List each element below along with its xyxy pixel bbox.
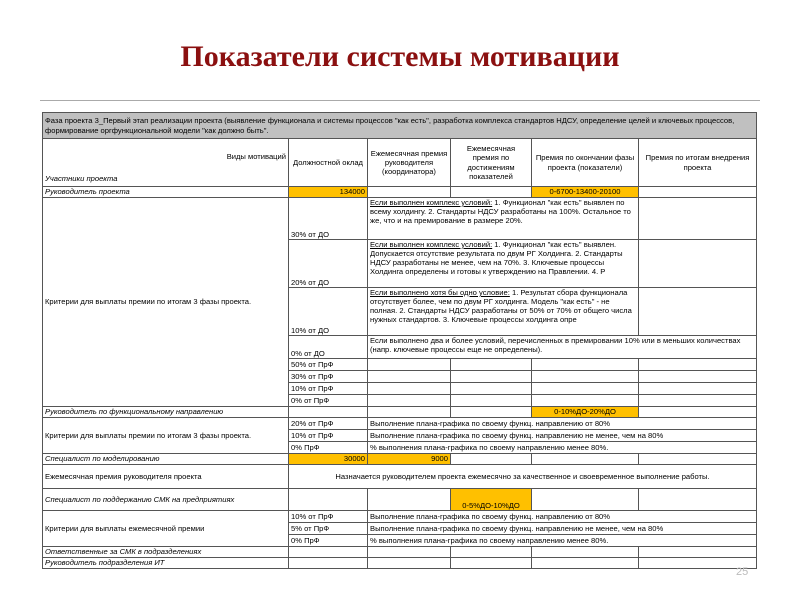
monthly-pm-text: Назначается руководителем проекта ежемесячно за качественное и своевременное выполнение работы. [289,465,757,489]
criteria-pct: 20% от ПрФ [289,418,368,430]
criteria-text: Выполнение плана-графика по своему функц. направлению от 80% [368,511,757,523]
criteria-text: Если выполнен комплекс условий: 1. Функционал "как есть" выявлен. Допускается отсутствие результата по двум РГ Холдинга. 2. Стандарты НДСУ разработаны не менее, чем на 70%. 3. Ключевые процессы Холдинга определены и готовы к утверждению на Правлении. 4. Р [368,240,639,288]
row-label: Критерии для выплаты премии по итогам 3 фазы проекта. [43,418,289,454]
criteria-text: % выполнения плана-графика по своему направлению менее 80%. [368,535,757,547]
table-row [43,187,757,198]
col-monthly: Ежемесячная премия руководителя (координатора) [368,139,451,187]
page-title: Показатели системы мотивации [180,40,620,73]
row-label: Критерии для выплаты премии по итогам 3 фазы проекта. [43,198,289,407]
criteria-pct: 5% от ПрФ [289,523,368,535]
table-row [43,547,757,558]
table-row [43,489,757,511]
col-salary: Должностной оклад [289,139,368,187]
criteria-text: Если выполнено два и более условий, перечисленных в премировании 10% или в меньших количествах (напр. ключевые процессы еще не определены). [368,336,757,359]
criteria-pct: 0% ПрФ [289,442,368,454]
header-corner [43,139,289,187]
table-row [43,454,757,465]
criteria-text: Если выполнен комплекс условий: 1. Функционал "как есть" выявлен по всему холдингу. 2. Стандарты НДСУ разработаны на 100%. Остальное то же, что и на премирование в размере 20%. [368,198,639,240]
criteria-pct: 10% от ПрФ [289,511,368,523]
table-row [43,407,757,418]
col-implementation: Премия по итогам внедрения проекта [639,139,757,187]
monthly-value: 9000 [368,454,451,465]
criteria-pct: 20% от ДО [289,240,368,288]
row-label: Ежемесячная премия руководителя проекта [43,465,289,489]
col-phase-end: Премия по окончании фазы проекта (показатели) [532,139,639,187]
criteria-pct: 0% от ДО [289,336,368,359]
col-kpi: Ежемесячная премия по достижениям показателей [451,139,532,187]
salary-value: 134000 [289,187,368,198]
col-types: Виды мотиваций [226,151,286,161]
criteria-pct: 30% от ДО [289,198,368,240]
criteria-text: Если выполнено хотя бы одно условие: 1. Результат сбора функционала отсутствует более, чем по двум РГ холдинга. Модель "как есть" - не полная. 2. Стандарты НДСУ разработаны от 50% от 70% от общего числа нужных стандартов. 3. Ключевые процессы холдинга опре [368,288,639,336]
criteria-pct: 10% от ПрФ [289,430,368,442]
criteria-pct: 10% от ДО [289,288,368,336]
title-divider [40,100,760,101]
table-row [43,558,757,569]
criteria-text: Выполнение плана-графика по своему функц. направлению от 80% [368,418,757,430]
table-row [43,113,757,139]
row-label: Руководитель подразделения ИТ [43,558,289,569]
criteria-pct: 0% от ПрФ [289,395,368,407]
phase-end-value: 0-10%ДО-20%ДО [532,407,639,418]
criteria-text: Выполнение плана-графика по своему функц. направлению не менее, чем на 80% [368,430,757,442]
page-number: 25 [736,566,749,578]
row-label: Специалист по моделированию [43,454,289,465]
table-row [43,465,757,489]
table-row [43,511,757,523]
motivation-table [42,112,757,569]
criteria-pct: 30% от ПрФ [289,371,368,383]
criteria-pct: 50% от ПрФ [289,359,368,371]
phase-header: Фаза проекта 3_Первый этап реализации проекта (выявление функционала и системы процессов "как есть", разработка комплекса стандартов НДСУ, определение целей и ключевых процессов, формирование оргфункциональной модели "как должно быть". [43,113,757,139]
row-label: Руководитель по функциональному направлению [43,407,289,418]
table-row [43,139,757,187]
table-row [43,418,757,430]
table-row [43,198,757,240]
row-label: Критерии для выплаты ежемесячной премии [43,511,289,547]
phase-end-value: 0-6700-13400-20100 [532,187,639,198]
col-participants: Участники проекта [45,173,118,183]
kpi-value: 0-5%ДО-10%ДО [451,489,532,511]
row-label: Руководитель проекта [43,187,289,198]
row-label: Специалист по поддержанию СМК на предприятиях [43,489,289,511]
criteria-text: % выполнения плана-графика по своему направлению менее 80%. [368,442,757,454]
salary-value: 30000 [289,454,368,465]
criteria-text: Выполнение плана-графика по своему функц. направлению не менее, чем на 80% [368,523,757,535]
criteria-pct: 10% от ПрФ [289,383,368,395]
criteria-pct: 0% ПрФ [289,535,368,547]
row-label: Ответственные за СМК в подразделениях [43,547,289,558]
